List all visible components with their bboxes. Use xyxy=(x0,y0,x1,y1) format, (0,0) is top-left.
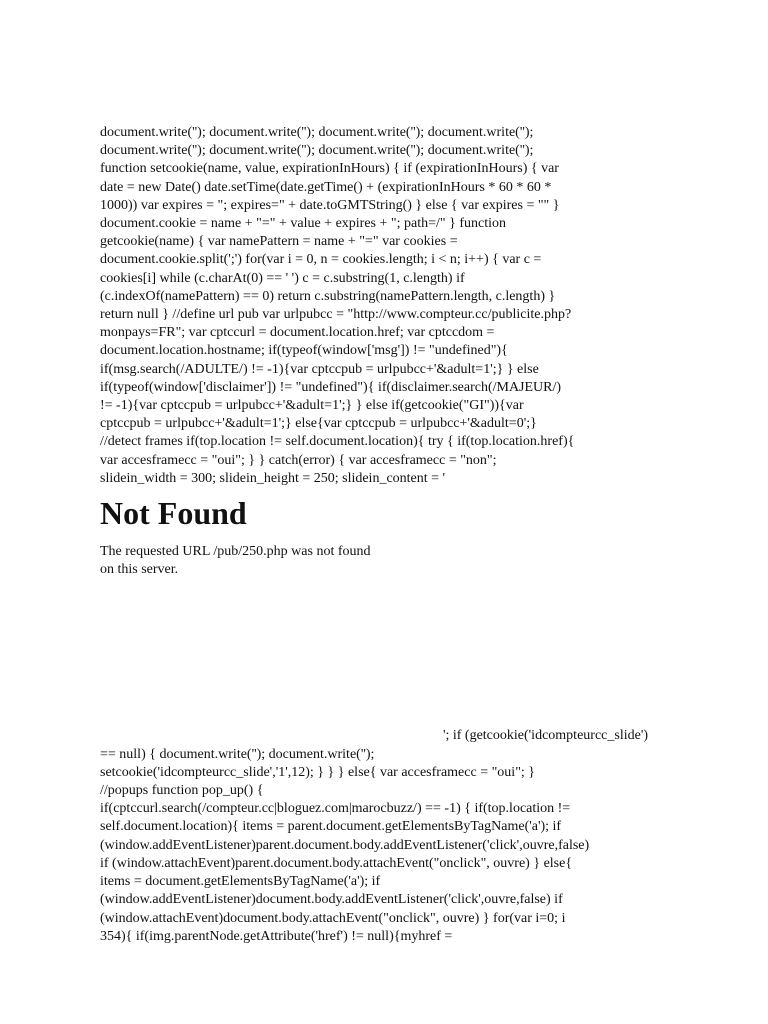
script-line: != -1){var cptccpub = urlpubcc+'&adult=1';} } else if(getcookie("GI")){var xyxy=(100,398,524,414)
script-line: document.cookie = name + "=" + value + expires + "; path=/" } function xyxy=(100,216,506,232)
script-line: cookies[i] while (c.charAt(0) == ' ') c = c.substring(1, c.length) if xyxy=(100,270,465,286)
script-line: monpays=FR"; var cptccurl = document.location.href; var cptccdom = xyxy=(100,325,495,341)
not-found-heading: Not Found xyxy=(100,495,247,532)
script-line: slidein_width = 300; slidein_height = 250; slidein_content = ' xyxy=(100,470,446,486)
script-line: '; if (getcookie('idcompteurcc_slide') xyxy=(442,728,648,744)
script-line: cptccpub = urlpubcc+'&adult=1';} else{var cptccpub = urlpubcc+'&adult=0';} xyxy=(100,416,537,432)
script-line: getcookie(name) { var namePattern = name + "=" var cookies = xyxy=(100,234,458,250)
script-line: date = new Date() date.setTime(date.getTime() + (expirationInHours * 60 * 60 * xyxy=(100,179,552,195)
script-line: items = document.getElementsByTagName('a'); if xyxy=(100,874,381,890)
script-line: if(msg.search(/ADULTE/) != -1){var cptccpub = urlpubcc+'&adult=1';} } else xyxy=(100,361,539,377)
script-line: function setcookie(name, value, expirationInHours) { if (expirationInHours) { var xyxy=(100,161,559,177)
script-line: if(typeof(window['disclaimer']) != "undefined"){ if(disclaimer.search(/MAJEUR/) xyxy=(100,379,562,395)
leaked-script-text-top xyxy=(100,124,682,488)
leaked-script-text-bottom xyxy=(100,727,682,945)
script-line: == null) { document.write(''); document.write(''); xyxy=(100,746,375,762)
script-line: setcookie('idcompteurcc_slide','1',12); } } } else{ var accesframecc = "oui"; } xyxy=(100,764,536,780)
script-line: 354){ if(img.parentNode.getAttribute('href') != null){myhref = xyxy=(100,928,453,944)
script-line: (c.indexOf(namePattern) == 0) return c.substring(namePattern.length, c.length) } xyxy=(100,288,556,304)
script-line: document.cookie.split(';') for(var i = 0, n = cookies.length; i < n; i++) { var c = xyxy=(100,252,542,268)
script-line: (window.addEventListener)parent.document.body.addEventListener('click',ouvre,false) xyxy=(100,837,590,853)
not-found-message: The requested URL /pub/250.php was not found on this server. xyxy=(100,544,371,578)
script-line: if(cptccurl.search(/compteur.cc|bloguez.com|marocbuzz/) == -1) { if(top.location != xyxy=(100,801,571,817)
script-line: (window.attachEvent)document.body.attachEvent("onclick", ouvre) } for(var i=0; i xyxy=(100,910,566,926)
script-line: document.write(''); document.write(''); document.write(''); document.write(''); xyxy=(100,143,534,159)
script-line: self.document.location){ items = parent.document.getElementsByTagName('a'); if xyxy=(100,819,562,835)
script-line: 1000)) var expires = "; expires=" + date.toGMTString() } else { var expires = "" } xyxy=(100,197,560,213)
script-line: return null } //define url pub var urlpubcc = "http://www.compteur.cc/publicite.php? xyxy=(100,307,572,323)
script-line: document.location.hostname; if(typeof(window['msg']) != "undefined"){ xyxy=(100,343,508,359)
embedded-frame-area xyxy=(100,579,682,727)
script-line: (window.addEventListener)document.body.addEventListener('click',ouvre,false) if xyxy=(100,892,563,908)
script-line: if (window.attachEvent)parent.document.body.attachEvent("onclick", ouvre) } else{ xyxy=(100,855,573,871)
script-line: //popups function pop_up() { xyxy=(100,783,264,799)
page-content xyxy=(100,124,682,946)
script-line: var accesframecc = "oui"; } } catch(error) { var accesframecc = "non"; xyxy=(100,452,497,468)
script-line: document.write(''); document.write(''); document.write(''); document.write(''); xyxy=(100,125,534,140)
script-line: //detect frames if(top.location != self.document.location){ try { if(top.location.href){ xyxy=(100,434,575,450)
